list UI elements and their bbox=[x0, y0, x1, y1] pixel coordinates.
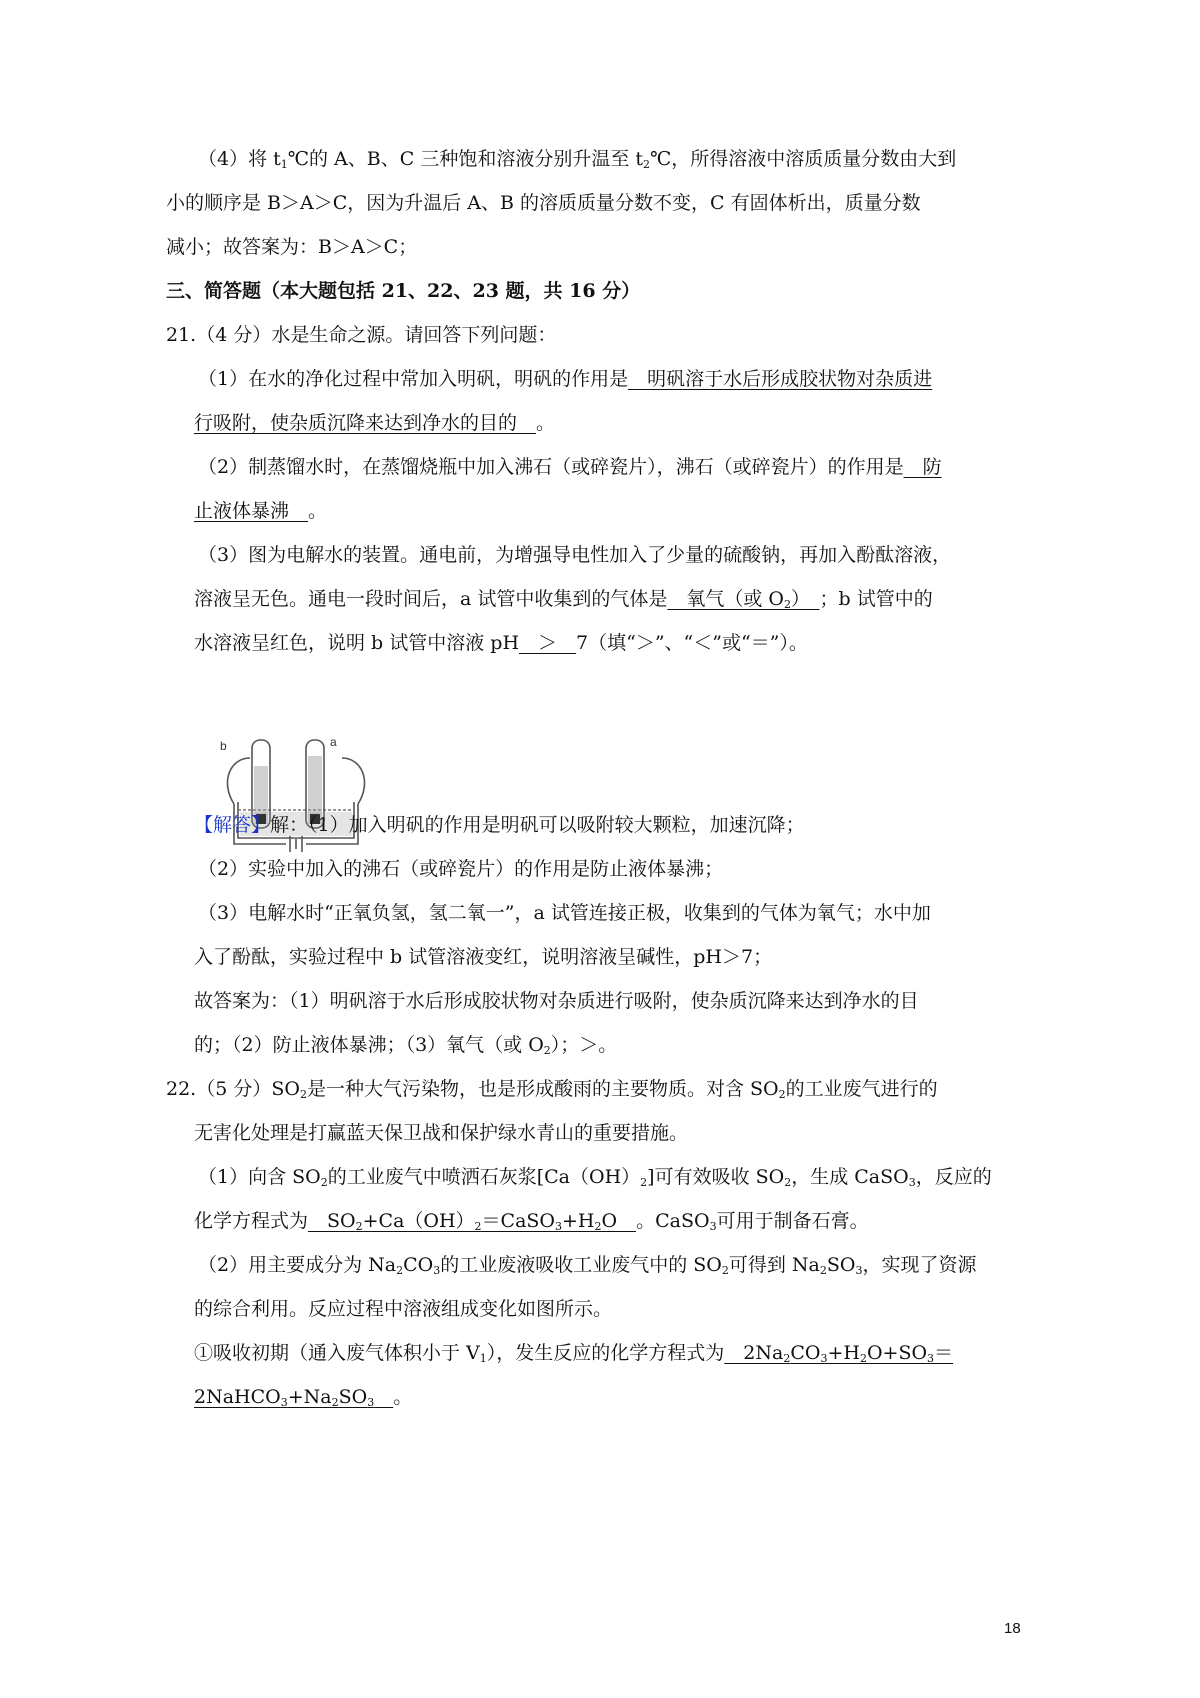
q20-part4-line3: 减小；故答案为：B＞A＞C； bbox=[166, 236, 418, 258]
section-title: 三、简答题（本大题包括 21、22、23 题，共 16 分） bbox=[166, 280, 641, 302]
q21-part1-line1: （1）在水的净化过程中常加入明矾，明矾的作用是 明矾溶于水后形成胶状物对杂质进 bbox=[198, 368, 933, 390]
q20-part4-line2: 小的顺序是 B＞A＞C，因为升温后 A、B 的溶质质量分数不变，C 有固体析出，质量分数 bbox=[166, 192, 921, 214]
page-number: 18 bbox=[1004, 1620, 1021, 1637]
electrolysis-apparatus-figure bbox=[216, 732, 376, 857]
answer-blank: $SO_2+Ca(OH)_2=CaSO_3+H_2O$ bbox=[308, 1210, 637, 1233]
answer-blank: $2Na_2CO_3+H_2O+SO_3=$ bbox=[724, 1342, 954, 1365]
q20-part4-line1: （4）将 $t_1℃$的 A、B、C 三种饱和溶液分别升温至 $t_2℃$，所得溶液中溶质质量分数由大到 bbox=[198, 148, 957, 171]
q21-solution-line4: 入了酚酞，实验过程中 b 试管溶液变红，说明溶液呈碱性，pH＞7； bbox=[194, 946, 773, 968]
q21-solution-line3: （3）电解水时“正氧负氢，氢二氧一”，a 试管连接正极，收集到的气体为氧气；水中加 bbox=[198, 902, 931, 924]
answer-blank: 行吸附，使杂质沉降来达到净水的目的 bbox=[194, 412, 537, 434]
q21-solution-line2: （2）实验中加入的沸石（或碎瓷片）的作用是防止液体暴沸； bbox=[198, 858, 724, 880]
answer-blank: ＞ bbox=[519, 632, 577, 654]
q21-part3-line2: 溶液呈无色。通电一段时间后，a 试管中收集到的气体是 氧气（或 $O_2$） ；b 试管中的 bbox=[194, 588, 933, 611]
q22-stem-line2: 无害化处理是打赢蓝天保卫战和保护绿水青山的重要措施。 bbox=[194, 1122, 689, 1144]
q21-answer-line2: 的；（2）防止液体暴沸；（3）氧气（或 $O_2$）；＞。 bbox=[194, 1034, 618, 1057]
q21-part2-line1: （2）制蒸馏水时，在蒸馏烧瓶中加入沸石（或碎瓷片），沸石（或碎瓷片）的作用是 防 bbox=[198, 456, 942, 478]
answer-blank: 氧气（或 $O_2$） bbox=[667, 588, 820, 611]
q22-stem-line1: 22.（5 分）$SO_2$是一种大气污染物，也是形成酸雨的主要物质。对含 $SO_2$的工业废气进行的 bbox=[166, 1078, 938, 1101]
q21-part3-line3: 水溶液呈红色，说明 b 试管中溶液 pH ＞ 7（填“＞”、“＜”或“＝”）。 bbox=[194, 632, 808, 654]
figure-label-a: a bbox=[330, 735, 337, 749]
q22-part1-line1: （1）向含 $SO_2$的工业废气中喷洒石灰浆$[Ca(OH)_2]$可有效吸收 $SO_2$，生成 CaSO$_3$，反应的 bbox=[198, 1166, 992, 1189]
q22-sub1-line2: $2NaHCO_3+Na_2SO_3$ 。 bbox=[194, 1386, 413, 1409]
q22-part2-line1: （2）用主要成分为 $Na_2CO_3$的工业废液吸收工业废气中的 $SO_2$可得到 $Na_2SO_3$，实现了资源 bbox=[198, 1254, 977, 1277]
q22-part1-line2: 化学方程式为 $SO_2+Ca(OH)_2=CaSO_3+H_2O$ 。CaSO$_3$可用于制备石膏。 bbox=[194, 1210, 869, 1233]
answer-blank: 明矾溶于水后形成胶状物对杂质进 bbox=[628, 368, 933, 390]
q21-part3-line1: （3）图为电解水的装置。通电前，为增强导电性加入了少量的硫酸钠，再加入酚酞溶液， bbox=[198, 544, 952, 566]
answer-blank: $2NaHCO_3+Na_2SO_3$ bbox=[194, 1386, 375, 1409]
figure-label-b: b bbox=[220, 739, 227, 753]
answer-blank: 防 bbox=[903, 456, 942, 478]
q22-sub1-line1: ①吸收初期（通入废气体积小于 $V_1$），发生反应的化学方程式为 $2Na_2CO_3+H_2O+SO_3=$ bbox=[194, 1342, 954, 1365]
q22-part2-line2: 的综合利用。反应过程中溶液组成变化如图所示。 bbox=[194, 1298, 613, 1320]
q21-part1-line2: 行吸附，使杂质沉降来达到净水的目的 。 bbox=[194, 412, 556, 434]
q21-part2-line2: 止液体暴沸 。 bbox=[194, 500, 328, 522]
solution-tag: 【解答】 bbox=[194, 814, 271, 836]
q21-solution-line1: 【解答】解：（1）加入明矾的作用是明矾可以吸附较大颗粒，加速沉降； bbox=[194, 814, 805, 836]
q21-answer-line1: 故答案为：（1）明矾溶于水后形成胶状物对杂质进行吸附，使杂质沉降来达到净水的目 bbox=[194, 990, 919, 1012]
answer-blank: 止液体暴沸 bbox=[194, 500, 309, 522]
q21-stem: 21.（4 分）水是生命之源。请回答下列问题： bbox=[166, 324, 557, 346]
